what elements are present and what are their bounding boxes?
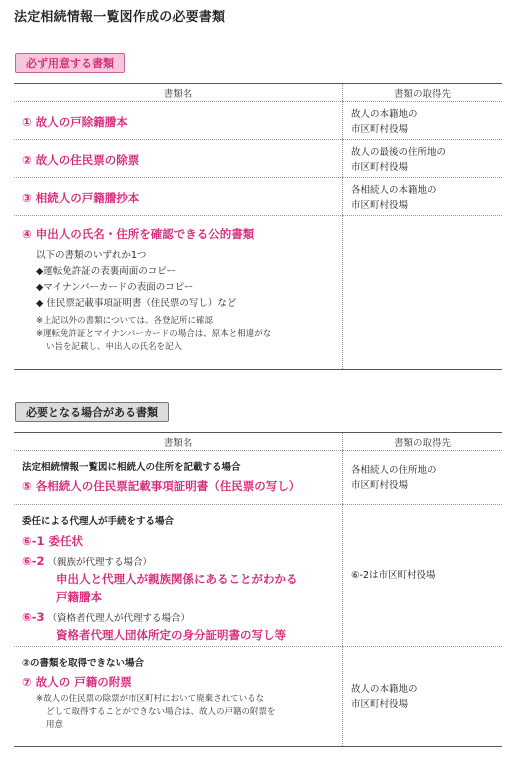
- table-row: [14, 451, 502, 505]
- source-line: 市区町村役場: [351, 124, 409, 135]
- section2-table: [14, 432, 502, 747]
- doc-name: ⑥-1 委任状: [22, 534, 84, 548]
- source-line: 故人の本籍地の: [351, 109, 418, 120]
- section1-table: [14, 83, 502, 370]
- table-row: [14, 505, 502, 647]
- note: 用意: [46, 720, 64, 730]
- doc-subnote: （親族が代理する場合）: [47, 557, 153, 568]
- condition-text: 委任による代理人が手続をする場合: [22, 516, 175, 527]
- table-row: [14, 178, 502, 216]
- table-row: [14, 647, 502, 747]
- section2-label: 必要となる場合がある書類: [15, 402, 169, 422]
- source-line: ⑥-2は市区町村役場: [351, 570, 436, 581]
- condition-text: 法定相続情報一覧図に相続人の住所を記載する場合: [22, 462, 241, 473]
- table-row: [14, 102, 502, 140]
- doc-name: ④ 申出人の氏名・住所を確認できる公的書類: [22, 227, 255, 241]
- bullet-item: ◆運転免許証の表裏両面のコピー: [36, 266, 176, 277]
- table-row: [14, 216, 502, 370]
- doc-name: 資格者代理人団体所定の身分証明書の写し等: [56, 628, 286, 642]
- doc-subnote: （資格者代理人が代理する場合）: [47, 613, 191, 624]
- doc-name: 戸籍謄本: [56, 590, 102, 604]
- doc-name: 申出人と代理人が親族関係にあることがわかる: [56, 572, 298, 586]
- note: どして取得することができない場合は、故人の戸籍の附票を: [46, 707, 276, 717]
- table-row: [14, 140, 502, 178]
- doc-number: ⑥-3: [22, 610, 45, 624]
- source-line: 故人の本籍地の: [351, 683, 418, 695]
- doc-intro: 以下の書類のいずれか1つ: [36, 250, 147, 261]
- note: い旨を記載し、申出人の氏名を記入: [46, 342, 183, 352]
- source-line: 故人の最後の住所地の: [351, 147, 447, 158]
- bullet-item: ◆マイナンバーカードの表面のコピー: [36, 282, 194, 293]
- condition-text: ②の書類を取得できない場合: [22, 658, 145, 669]
- doc-name: ⑤ 各相続人の住民票記載事項証明書（住民票の写し）: [22, 479, 301, 493]
- section2-header-doc: 書類名: [14, 433, 343, 451]
- note: ※運転免許証とマイナンバーカードの場合は、原本と相違がな: [36, 329, 272, 339]
- doc-name: ⑦ 故人の 戸籍の附票: [22, 675, 132, 689]
- section1-label: 必ず用意する書類: [15, 53, 125, 73]
- source-line: 市区町村役場: [351, 480, 409, 491]
- section1-header-source: 書類の取得先: [343, 84, 503, 102]
- note: ※故人の住民票の除票が市区町村において廃棄されているな: [36, 694, 265, 704]
- source-line: 市区町村役場: [351, 698, 409, 710]
- note: ※上記以外の書類については、各登記所に確認: [36, 316, 213, 326]
- doc-name: ① 故人の戸除籍謄本: [22, 115, 128, 129]
- page-title: 法定相続情報一覧図作成の必要書類: [14, 10, 226, 25]
- doc-name: ② 故人の住民票の除票: [22, 153, 140, 167]
- bullet-item: ◆ 住民票記載事項証明書（住民票の写し）など: [36, 298, 237, 309]
- doc-number: ⑥-2: [22, 554, 45, 568]
- source-line: 各相続人の本籍地の: [351, 185, 437, 196]
- section2-header-source: 書類の取得先: [343, 433, 503, 451]
- doc-name: ③ 相続人の戸籍謄抄本: [22, 191, 140, 205]
- source-line: 市区町村役場: [351, 162, 409, 173]
- section1-header-doc: 書類名: [14, 84, 343, 102]
- source-line: 各相続人の住所地の: [351, 465, 437, 476]
- source-line: 市区町村役場: [351, 200, 409, 211]
